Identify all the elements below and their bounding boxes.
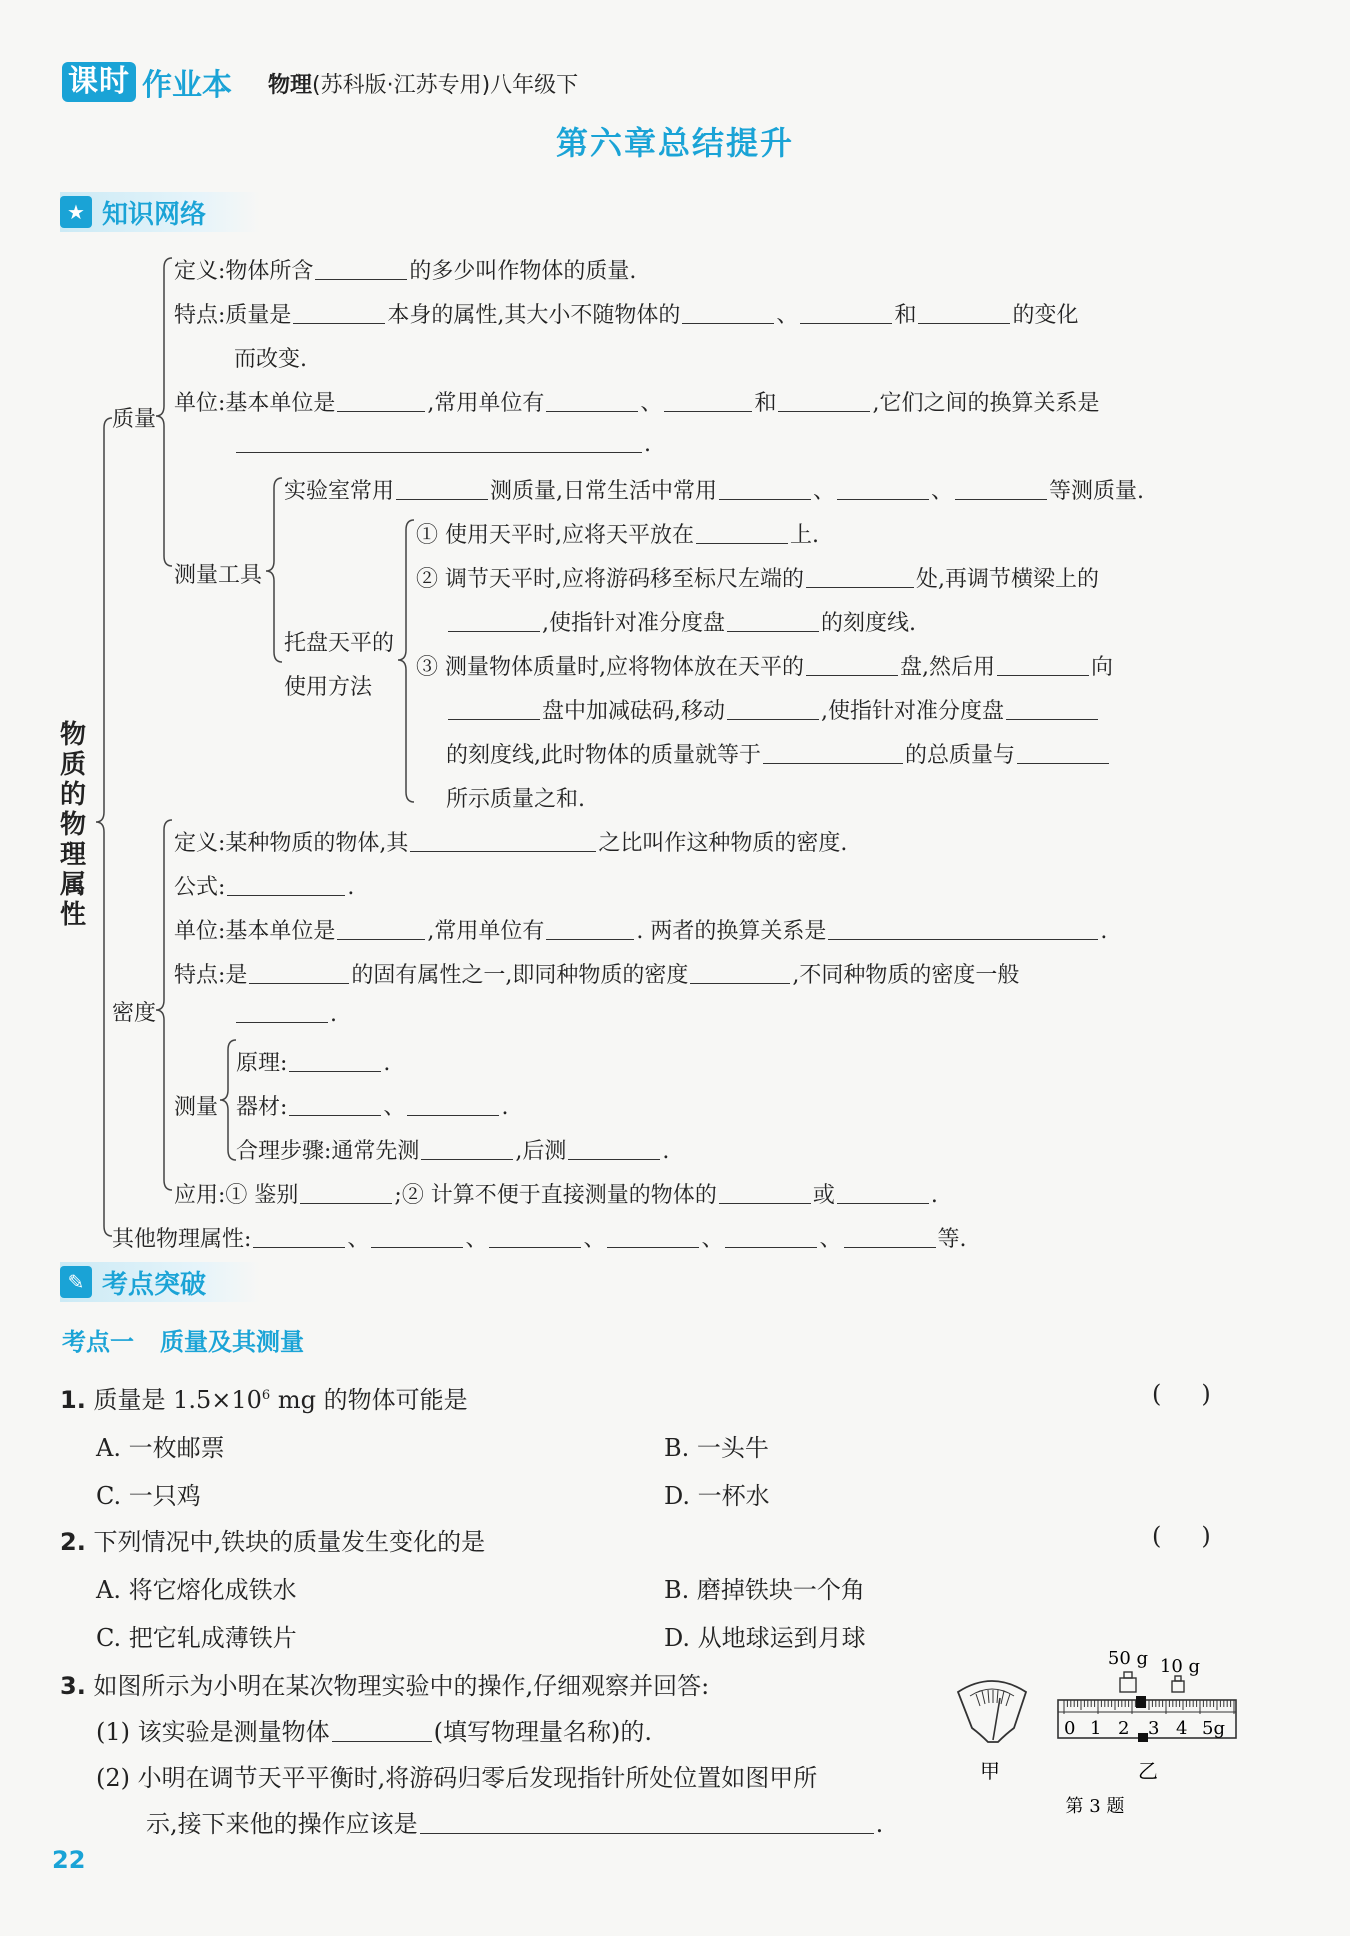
q2-option-d[interactable]: D. 从地球运到月球 bbox=[664, 1624, 866, 1652]
q2-option-b[interactable]: B. 磨掉铁块一个角 bbox=[664, 1576, 865, 1604]
mass-label: 质量 bbox=[112, 407, 157, 432]
measure-steps: 合理步骤:通常先测 ,后测 . bbox=[236, 1139, 670, 1164]
usage-label-1: 托盘天平的 bbox=[284, 631, 395, 656]
answer-paren-2[interactable]: () bbox=[1152, 1522, 1251, 1550]
measure-equipment: 器材: 、 . bbox=[236, 1095, 509, 1120]
section-title: 知识网络 bbox=[102, 199, 207, 230]
page-number: 22 bbox=[52, 1846, 86, 1874]
question-3: 3. 如图所示为小明在某次物理实验中的操作,仔细观察并回答: bbox=[60, 1672, 710, 1700]
balance-step-2-cont: ,使指针对准分度盘 的刻度线. bbox=[446, 606, 916, 637]
balance-step-3-cont1: 盘中加减砝码,移动 ,使指针对准分度盘 bbox=[446, 694, 1100, 725]
mass-unit-cont: . bbox=[234, 432, 651, 457]
mass-feature-cont: 而改变. bbox=[234, 347, 307, 372]
weight-50g: 50 g bbox=[1107, 1648, 1149, 1669]
subject-rest: (苏科版·江苏专用)八年级下 bbox=[312, 73, 579, 98]
mass-unit: 单位:基本单位是 ,常用单位有 、 和 ,它们之间的换算关系是 bbox=[174, 391, 1100, 416]
figure-caption: 第 3 题 bbox=[1065, 1796, 1125, 1817]
scale-num: 4 bbox=[1176, 1718, 1188, 1739]
measure-principle: 原理: . bbox=[236, 1051, 391, 1076]
balance-step-3-cont2: 的刻度线,此时物体的质量就等于 的总质量与 bbox=[446, 738, 1111, 769]
balance-dial-jia bbox=[958, 1681, 1026, 1742]
star-icon: ★ bbox=[60, 196, 92, 228]
tool-label: 测量工具 bbox=[174, 563, 263, 588]
logo-word: 作业本 bbox=[142, 68, 232, 103]
answer-paren-1[interactable]: () bbox=[1152, 1380, 1251, 1408]
chapter-title: 第六章总结提升 bbox=[555, 124, 794, 162]
q3-part-2: (2) 小明在调节天平平衡时,将游码归零后发现指针所处位置如图甲所 bbox=[96, 1764, 818, 1792]
tool-brace bbox=[266, 478, 282, 662]
topic-heading: 考点一 质量及其测量 bbox=[62, 1328, 304, 1356]
pencil-icon: ✎ bbox=[60, 1266, 92, 1298]
section-key-points bbox=[60, 1262, 260, 1302]
balance-step-3: ③ 测量物体质量时,应将物体放在天平的 盘,然后用 向 bbox=[416, 655, 1114, 680]
scale-num: 3 bbox=[1148, 1718, 1160, 1739]
density-feature: 特点:是 的固有属性之一,即同种物质的密度 ,不同种物质的密度一般 bbox=[174, 963, 1020, 988]
scale-num: 1 bbox=[1090, 1718, 1102, 1739]
density-formula: 公式: . bbox=[174, 875, 355, 900]
question-1: 1. 质量是 $1.5\times 10^6$ mg 的物体可能是 bbox=[60, 1386, 468, 1414]
question-2: 2. 下列情况中,铁块的质量发生变化的是 bbox=[60, 1528, 486, 1556]
density-definition: 定义:某种物质的物体,其 之比叫作这种物质的密度. bbox=[174, 831, 848, 856]
density-unit: 单位:基本单位是 ,常用单位有 . 两者的换算关系是 . bbox=[174, 919, 1108, 944]
density-label: 密度 bbox=[112, 1001, 157, 1026]
q1-option-b[interactable]: B. 一头牛 bbox=[664, 1434, 769, 1462]
density-brace bbox=[156, 820, 172, 1190]
logo-box: 课时 bbox=[62, 62, 136, 102]
lab-tools: 实验室常用 测质量,日常生活中常用 、 、 等测质量. bbox=[284, 479, 1145, 504]
q1-option-c[interactable]: C. 一只鸡 bbox=[96, 1482, 201, 1510]
subject-bold: 物理 bbox=[268, 73, 313, 98]
usage-label-2: 使用方法 bbox=[284, 675, 373, 700]
section-title: 考点突破 bbox=[102, 1269, 207, 1300]
balance-step-3-cont3: 所示质量之和. bbox=[446, 787, 585, 812]
weight-10g: 10 g bbox=[1159, 1656, 1201, 1677]
usage-brace bbox=[398, 520, 414, 802]
label-yi: 乙 bbox=[1138, 1759, 1158, 1783]
measure-label: 测量 bbox=[174, 1095, 219, 1120]
scale-num: 2 bbox=[1118, 1718, 1130, 1739]
balance-step-1: ① 使用天平时,应将天平放在 上. bbox=[416, 523, 819, 548]
scale-num: 0 bbox=[1064, 1718, 1076, 1739]
measure-brace bbox=[220, 1040, 236, 1160]
q2-option-c[interactable]: C. 把它轧成薄铁片 bbox=[96, 1624, 297, 1652]
q1-option-a[interactable]: A. 一枚邮票 bbox=[96, 1434, 225, 1462]
mass-feature: 特点:质量是 本身的属性,其大小不随物体的 、 和 的变化 bbox=[174, 303, 1079, 328]
other-properties: 其他物理属性: 、 、 、 、 、 等. bbox=[112, 1227, 967, 1252]
density-application: 应用:① 鉴别 ;② 计算不便于直接测量的物体的 或 . bbox=[174, 1183, 938, 1208]
balance-step-2: ② 调节天平时,应将游码移至标尺左端的 处,再调节横梁上的 bbox=[416, 567, 1099, 592]
q3-part-2-cont: 示,接下来他的操作应该是 . bbox=[146, 1810, 884, 1838]
density-feature-cont: . bbox=[234, 1002, 337, 1027]
mass-brace bbox=[156, 258, 172, 566]
q3-part-1: (1) 该实验是测量物体 (填写物理量名称)的. bbox=[96, 1718, 652, 1746]
label-jia: 甲 bbox=[980, 1759, 1000, 1783]
q1-option-d[interactable]: D. 一杯水 bbox=[664, 1482, 770, 1510]
question-3-figure bbox=[940, 1630, 1260, 1830]
root-brace bbox=[96, 418, 112, 1236]
q2-option-a[interactable]: A. 将它熔化成铁水 bbox=[96, 1576, 297, 1604]
root-label: 物质的物理属性 bbox=[60, 720, 87, 930]
scale-num: 5g bbox=[1202, 1718, 1225, 1739]
mass-definition: 定义:物体所含 的多少叫作物体的质量. bbox=[174, 259, 637, 284]
